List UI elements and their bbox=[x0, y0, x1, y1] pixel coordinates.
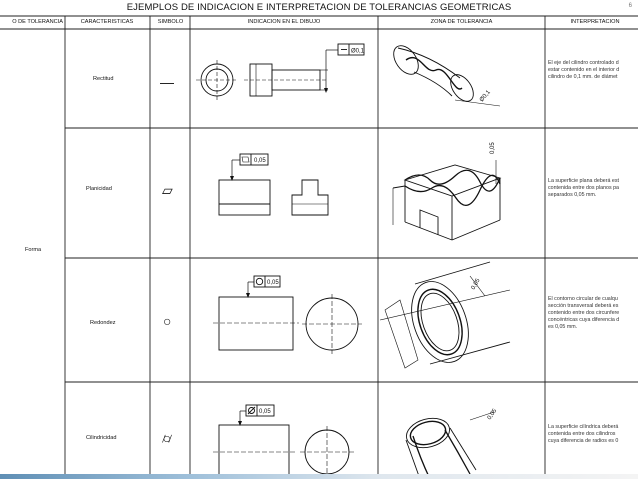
symbol-planicidad: ▱ bbox=[162, 182, 173, 198]
header-interpretacion: INTERPRETACION bbox=[570, 19, 620, 25]
interpretation-redondez: El contorno circular de cualqu sección transversal deberá es contenido entre dos circunfere concéntricas cuya diferencia d es 0,05 mm. bbox=[548, 296, 620, 330]
header-simbolo: SIMBOLO bbox=[157, 19, 184, 25]
cilindricidad-zone bbox=[403, 412, 494, 479]
cilindricidad-zone-label: 0,05 bbox=[486, 408, 499, 422]
symbol-cilindricidad: ⌭ bbox=[162, 430, 173, 446]
interpretation-rectitud: El eje del cilindro controlado d estar contenido en el interior d cilindro de 0,1 mm. de diámet bbox=[548, 60, 620, 80]
redondez-zone-label: 0,05 bbox=[470, 277, 482, 291]
rectitud-arrow bbox=[324, 88, 328, 93]
redondez-frame-value: 0,05 bbox=[267, 280, 279, 286]
header-tipo: O DE TOLERANCIA bbox=[12, 19, 63, 25]
bottom-scrollbar[interactable] bbox=[0, 474, 638, 479]
rectitud-zone-label: Ø0,1 bbox=[478, 89, 492, 104]
redondez-zone bbox=[380, 262, 510, 370]
characteristic-cilindricidad: Cilindricidad bbox=[86, 435, 117, 441]
cilindricidad-frame-value: 0,05 bbox=[259, 409, 271, 415]
planicidad-zone-label: 0,05 bbox=[490, 142, 496, 154]
characteristic-rectitud: Rectitud bbox=[93, 76, 114, 82]
characteristic-redondez: Redondez bbox=[90, 320, 116, 326]
planicidad-drawing bbox=[219, 154, 328, 215]
characteristic-planicidad: Planicidad bbox=[86, 186, 112, 192]
redondez-drawing bbox=[213, 276, 362, 354]
interpretation-cilindricidad: La superficie cilíndrica deberá contenida entre dos cilindros cuya diferencia de radios es 0 bbox=[548, 424, 619, 444]
tolerance-type-label: Forma bbox=[25, 247, 42, 253]
interpretation-planicidad: La superficie plana deberá est contenida entre dos planos pa separados 0,05 mm. bbox=[548, 178, 619, 198]
symbol-rectitud: — bbox=[160, 74, 174, 90]
planicidad-zone bbox=[393, 160, 500, 240]
symbol-redondez: ○ bbox=[163, 313, 172, 329]
page-number: 6 bbox=[628, 3, 632, 9]
page-title: EJEMPLOS DE INDICACION E INTERPRETACION DE TOLERANCIAS GEOMETRICAS bbox=[126, 2, 512, 13]
planicidad-frame-value: 0,05 bbox=[254, 158, 266, 164]
header-indicacion: INDICACION EN EL DIBUJO bbox=[247, 19, 321, 25]
cilindricidad-drawing bbox=[213, 405, 354, 479]
header-caracteristicas: CARACTERISTICAS bbox=[80, 19, 134, 25]
header-zona: ZONA DE TOLERANCIA bbox=[430, 19, 493, 25]
rectitud-frame-value: Ø0,1 bbox=[351, 48, 365, 55]
rectitud-drawing bbox=[196, 44, 364, 100]
